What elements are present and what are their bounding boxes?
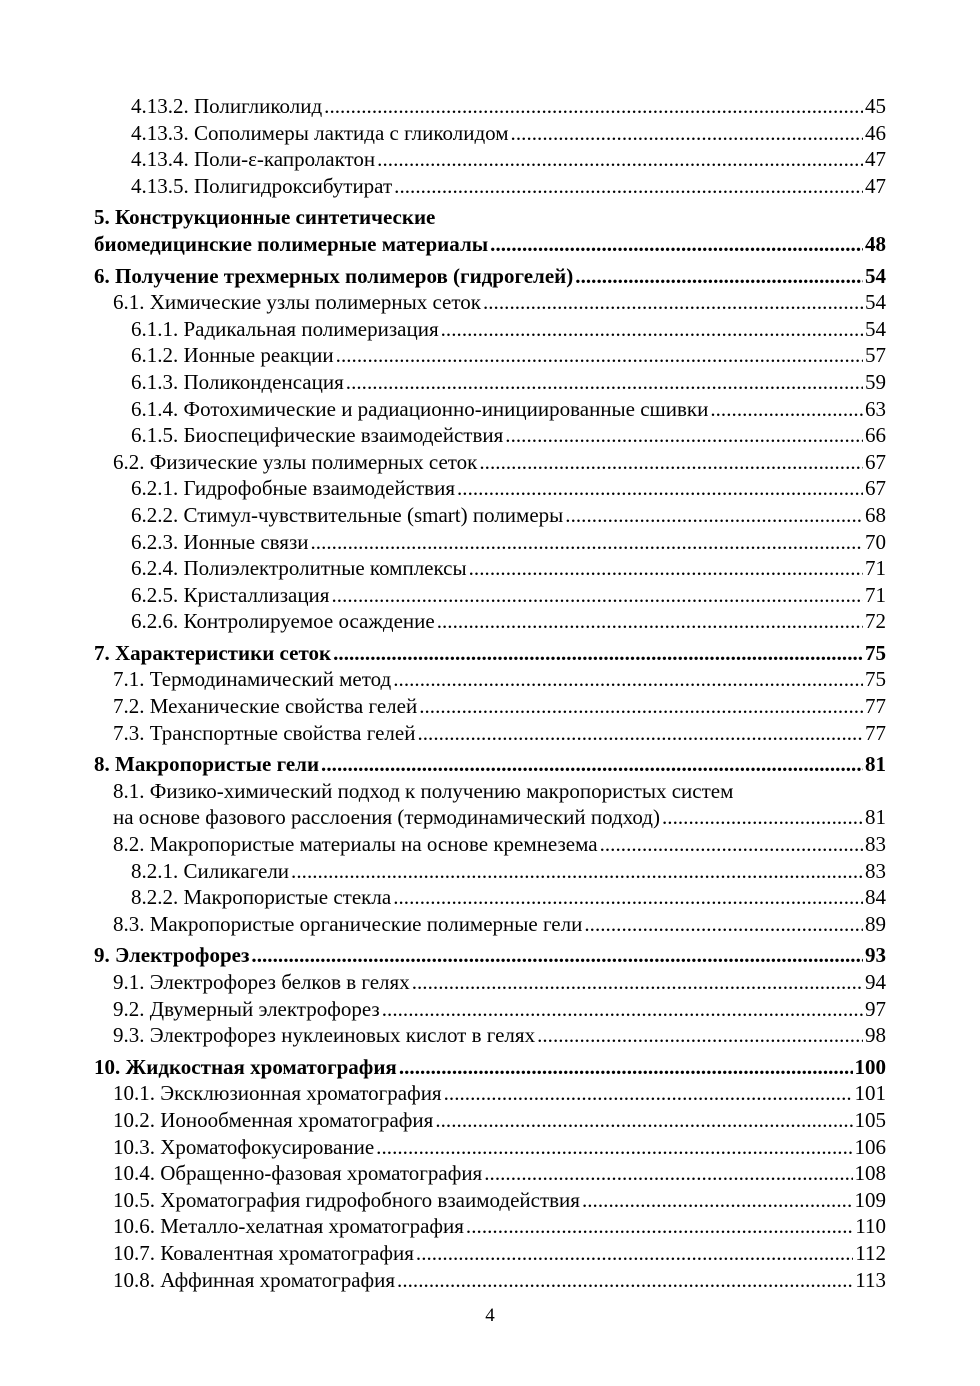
toc-entry-title: 7.2. Механические свойства гелей: [113, 694, 418, 719]
toc-entry-title: 6.2. Физические узлы полимерных сеток: [113, 449, 478, 474]
dot-leader: [710, 396, 863, 423]
toc-entry-title: 10.6. Металло-хелатная хроматография: [113, 1214, 464, 1239]
dot-leader: [346, 369, 863, 396]
toc-entry-title: 9.2. Двумерный электрофорез: [113, 996, 380, 1021]
dot-leader: [324, 93, 863, 120]
dot-leader: [537, 1022, 863, 1049]
toc-entry-title: 10.3. Хроматофокусирование: [113, 1134, 375, 1159]
toc-entry: [94, 858, 886, 885]
toc-entry-title: 4.13.3. Сополимеры лактида с гликолидом: [131, 120, 509, 145]
toc-entry-title: 7. Характеристики сеток: [94, 640, 332, 665]
toc-entry-title: 10.5. Хроматография гидрофобного взаимодействия: [113, 1187, 580, 1212]
dot-leader: [483, 289, 863, 316]
toc-entry-title: 5. Конструкционные синтетические: [94, 205, 436, 230]
dot-leader: [394, 173, 863, 200]
toc-entry-title: 6.2.1. Гидрофобные взаимодействия: [131, 476, 455, 501]
toc-entry-title: 6.2.6. Контролируемое осаждение: [131, 609, 435, 634]
toc-entry-title: 10.1. Эксклюзионная хроматография: [113, 1081, 442, 1106]
toc-entry-title: 8. Макропористые гели: [94, 752, 320, 777]
toc-entry-page: 108: [854, 1161, 886, 1186]
toc-entry-title: 4.13.5. Полигидроксибутират: [131, 173, 393, 198]
toc-entry-title: 8.2.2. Макропористые стекла: [131, 885, 392, 910]
toc-entry: [94, 93, 886, 120]
toc-entry-page: 89: [865, 911, 886, 936]
dot-leader: [399, 1054, 853, 1081]
toc-entry-page: 67: [865, 449, 886, 474]
toc-entry-title: 6.1.2. Ионные реакции: [131, 343, 334, 368]
toc-entry: [94, 1213, 886, 1240]
toc-entry-title: 8.1. Физико-химический подход к получению макропористых систем: [113, 778, 734, 803]
toc-entry: [94, 1080, 886, 1107]
dot-leader: [584, 911, 863, 938]
toc-entry: [94, 502, 886, 529]
dot-leader: [505, 422, 863, 449]
toc-entry: [94, 884, 886, 911]
toc-entry: [94, 120, 886, 147]
toc-chapter-entry: [94, 231, 886, 258]
toc-entry: [94, 173, 886, 200]
toc-entry: [94, 1160, 886, 1187]
dot-leader: [575, 263, 863, 290]
toc-entry-title: биомедицинские полимерные материалы: [94, 231, 489, 256]
toc-entry-title: 9. Электрофорез: [94, 943, 250, 968]
page-number: 4: [485, 1305, 495, 1326]
dot-leader: [377, 146, 863, 173]
dot-leader: [331, 582, 863, 609]
toc-entry-page: 106: [854, 1134, 886, 1159]
toc-entry-title: 7.3. Транспортные свойства гелей: [113, 720, 416, 745]
toc-entry-page: 47: [865, 147, 886, 172]
dot-leader: [412, 969, 863, 996]
toc-entry-page: 112: [855, 1240, 886, 1265]
toc-entry: [94, 1187, 886, 1214]
toc-entry-page: 63: [865, 396, 886, 421]
toc-entry-page: 83: [865, 832, 886, 857]
dot-leader: [600, 831, 863, 858]
toc-entry-title: 8.2. Макропористые материалы на основе кремнезема: [113, 832, 598, 857]
dot-leader: [441, 316, 863, 343]
toc-entry-title: 6.2.3. Ионные связи: [131, 529, 309, 554]
dot-leader: [419, 693, 863, 720]
toc-entry-page: 105: [854, 1107, 886, 1132]
toc-entry-page: 97: [865, 996, 886, 1021]
toc-entry-page: 75: [865, 667, 886, 692]
toc-entry-page: 77: [865, 694, 886, 719]
toc-entry: [94, 831, 886, 858]
toc-entry-page: 98: [865, 1023, 886, 1048]
toc-entry: [94, 1022, 886, 1049]
dot-leader: [336, 342, 863, 369]
toc-entry-title: 8.3. Макропористые органические полимерные гели: [113, 911, 583, 936]
toc-entry-page: 68: [865, 502, 886, 527]
toc-entry-page: 71: [865, 582, 886, 607]
toc-entry-page: 94: [865, 970, 886, 994]
toc-entry-page: 47: [865, 173, 886, 198]
toc-entry: [94, 693, 886, 720]
dot-leader: [417, 720, 863, 747]
toc-entry: [94, 529, 886, 556]
dot-leader: [251, 942, 863, 969]
dot-leader: [333, 640, 863, 667]
dot-leader: [393, 884, 863, 911]
dot-leader: [490, 231, 863, 258]
toc-entry-page: 71: [865, 556, 886, 581]
toc-entry: [94, 1134, 886, 1161]
toc-entry-page: 110: [855, 1214, 886, 1239]
toc-entry: [94, 911, 886, 938]
toc-entry-page: 66: [865, 423, 886, 448]
toc-entry-page: 81: [865, 805, 886, 830]
toc-entry: [94, 666, 886, 693]
toc-entry-title: 4.13.2. Полигликолид: [131, 94, 323, 118]
toc-entry-page: 67: [865, 476, 886, 501]
toc-entry-title: 6.1.5. Биоспецифические взаимодействия: [131, 423, 504, 448]
toc-entry: [94, 1240, 886, 1267]
toc-entry-page: 70: [865, 529, 886, 554]
dot-leader: [582, 1187, 853, 1214]
toc-entry-title: 6.1.4. Фотохимические и радиационно-инициированные сшивки: [131, 396, 709, 421]
toc-chapter-entry: [94, 942, 886, 969]
dot-leader: [382, 996, 863, 1023]
toc-entry: [94, 369, 886, 396]
toc-entry-page: 72: [865, 609, 886, 634]
toc-entry-title: 9.1. Электрофорез белков в гелях: [113, 970, 410, 994]
toc-entry-title: 6. Получение трехмерных полимеров (гидрогелей): [94, 263, 574, 288]
toc-entry-title: 7.1. Термодинамический метод: [113, 667, 392, 692]
dot-leader: [444, 1080, 853, 1107]
toc-entry-page: 54: [865, 263, 886, 288]
toc-entry-page: 46: [865, 120, 886, 145]
toc-entry: [94, 555, 886, 582]
dot-leader: [484, 1160, 852, 1187]
dot-leader: [437, 608, 863, 635]
toc-entry-page: 77: [865, 720, 886, 745]
toc-entry-title: на основе фазового расслоения (термодинамический подход): [113, 805, 660, 830]
toc-entry-title: 6.2.5. Кристаллизация: [131, 582, 330, 607]
toc-entry-title: 6.1. Химические узлы полимерных сеток: [113, 290, 481, 315]
toc-entry-page: 100: [854, 1054, 886, 1079]
toc-entry: [94, 475, 886, 502]
toc-entry: [94, 1267, 886, 1294]
toc-entry-title: 10.2. Ионообменная хроматография: [113, 1107, 434, 1132]
toc-entry: [94, 969, 886, 996]
toc-entry-title: 6.1.1. Радикальная полимеризация: [131, 316, 439, 341]
toc-entry: [94, 342, 886, 369]
dot-leader: [457, 475, 863, 502]
toc-entry-title: 6.2.4. Полиэлектролитные комплексы: [131, 556, 467, 581]
toc-entry-page: 101: [854, 1081, 886, 1106]
toc-entry-title: 10.4. Обращенно-фазовая хроматография: [113, 1161, 483, 1186]
dot-leader: [397, 1267, 853, 1294]
toc-entry-page: 57: [865, 343, 886, 368]
toc-entry-title: 4.13.4. Поли-ε-капролактон: [131, 147, 376, 172]
toc-entry-page: 84: [865, 885, 886, 910]
toc-entry: [94, 1107, 886, 1134]
dot-leader: [416, 1240, 853, 1267]
toc-chapter-entry: [94, 263, 886, 290]
toc-entry: [94, 804, 886, 831]
toc-entry-page: 54: [865, 316, 886, 341]
dot-leader: [435, 1107, 852, 1134]
dot-leader: [662, 804, 863, 831]
toc-entry: [94, 396, 886, 423]
toc-entry-page: 75: [865, 640, 886, 665]
dot-leader: [393, 666, 863, 693]
toc-entry-title: 6.2.2. Стимул-чувствительные (smart) полимеры: [131, 502, 564, 527]
toc-chapter-entry: [94, 640, 886, 667]
toc-entry: [94, 582, 886, 609]
dot-leader: [466, 1213, 853, 1240]
toc-entry-page: 48: [865, 231, 886, 256]
toc-entry: [94, 422, 886, 449]
toc-chapter-entry: [94, 1054, 886, 1081]
toc-entry-page: 59: [865, 369, 886, 394]
dot-leader: [469, 555, 863, 582]
toc-chapter-entry: [94, 751, 886, 778]
toc-entry: [94, 996, 886, 1023]
toc-entry: [94, 608, 886, 635]
toc-entry-page: 54: [865, 290, 886, 315]
dot-leader: [291, 858, 863, 885]
toc-entry-title: 9.3. Электрофорез нуклеиновых кислот в гелях: [113, 1023, 536, 1048]
toc-entry-page: 81: [865, 752, 886, 777]
toc-entry: [94, 316, 886, 343]
toc-entry-title: 10. Жидкостная хроматография: [94, 1054, 397, 1079]
toc-entry: [94, 449, 886, 476]
toc-entry: [94, 720, 886, 747]
toc-entry-page: 109: [854, 1187, 886, 1212]
dot-leader: [479, 449, 863, 476]
toc-entry-page: 45: [865, 94, 886, 118]
toc-entry-page: 93: [865, 943, 886, 968]
dot-leader: [321, 751, 863, 778]
toc-entry-title: 8.2.1. Силикагели: [131, 858, 290, 883]
toc-entry-title: 10.7. Ковалентная хроматография: [113, 1240, 414, 1265]
table-of-contents: [94, 93, 886, 1293]
toc-entry-title: 10.8. Аффинная хроматография: [113, 1267, 396, 1292]
toc-entry-page: 113: [855, 1267, 886, 1292]
dot-leader: [511, 120, 863, 147]
dot-leader: [376, 1134, 852, 1161]
toc-entry: [94, 289, 886, 316]
toc-entry: [94, 146, 886, 173]
dot-leader: [310, 529, 863, 556]
toc-entry-title: 6.1.3. Поликонденсация: [131, 369, 344, 394]
toc-entry-page: 83: [865, 858, 886, 883]
dot-leader: [565, 502, 863, 529]
